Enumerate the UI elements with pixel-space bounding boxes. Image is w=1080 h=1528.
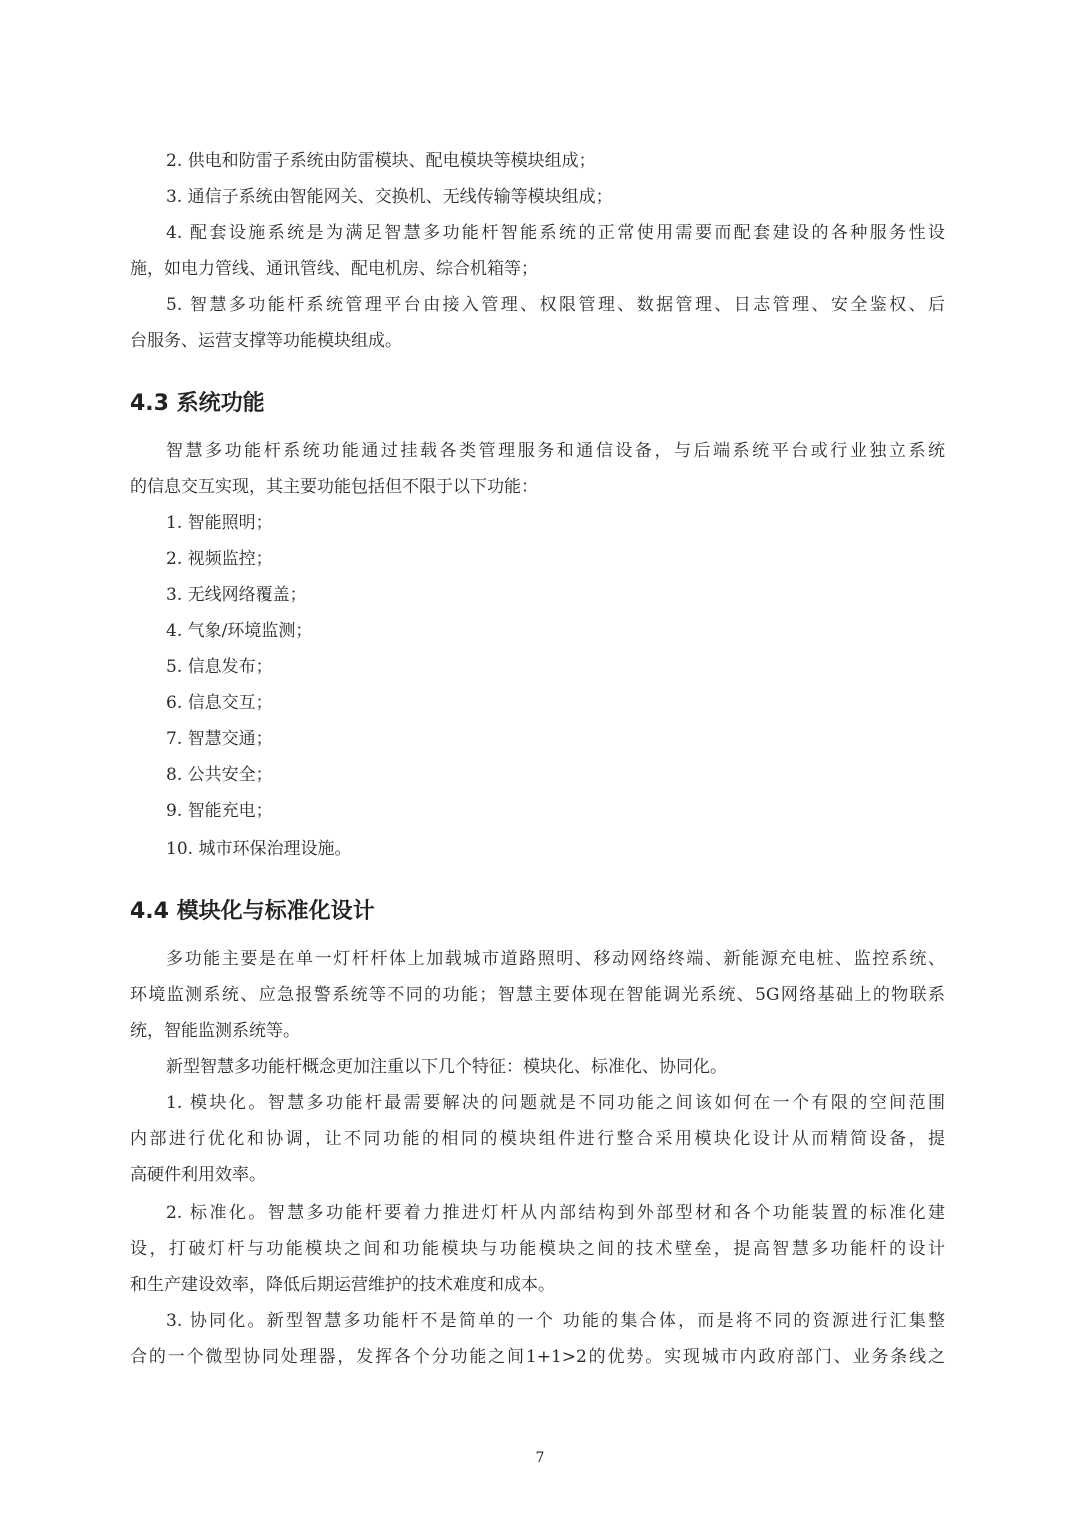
paragraph-line: 内部进行优化和协调，让不同功能的相同的模块组件进行整合采用模块化设计从而精简设备，提 [130, 1129, 945, 1149]
paragraph-line: 智慧多功能杆系统功能通过挂载各类管理服务和通信设备，与后端系统平台或行业独立系统 [166, 441, 945, 461]
paragraph-line: 设，打破灯杆与功能模块之间和功能模块与功能模块之间的技术壁垒，提高智慧多功能杆的设计 [130, 1239, 945, 1259]
section-heading: 4.4 模块化与标准化设计 [130, 899, 375, 924]
paragraph-line: 多功能主要是在单一灯杆杆体上加载城市道路照明、移动网络终端、新能源充电桩、监控系统、 [166, 949, 945, 969]
paragraph-line: 新型智慧多功能杆概念更加注重以下几个特征：模块化、标准化、协同化。 [166, 1057, 727, 1077]
list-item: 3. 通信子系统由智能网关、交换机、无线传输等模块组成； [166, 187, 613, 207]
function-item: 10. 城市环保治理设施。 [166, 839, 352, 859]
function-item: 5. 信息发布； [166, 657, 273, 677]
function-item: 2. 视频监控； [166, 549, 273, 569]
paragraph-line: 环境监测系统、应急报警系统等不同的功能；智慧主要体现在智能调光系统、5G网络基础上的物联系 [130, 985, 945, 1005]
function-item: 9. 智能充电； [166, 801, 273, 821]
paragraph-line: 2. 标准化。智慧多功能杆要着力推进灯杆从内部结构到外部型材和各个功能装置的标准化建 [166, 1203, 945, 1223]
paragraph-line: 高硬件利用效率。 [130, 1165, 266, 1185]
function-item: 3. 无线网络覆盖； [166, 585, 307, 605]
function-item: 7. 智慧交通； [166, 729, 273, 749]
function-item: 6. 信息交互； [166, 693, 273, 713]
list-item-cont: 施，如电力管线、通讯管线、配电机房、综合机箱等； [130, 259, 538, 279]
paragraph-line: 统，智能监测系统等。 [130, 1021, 300, 1041]
list-item-cont: 台服务、运营支撑等功能模块组成。 [130, 331, 402, 351]
function-item: 8. 公共安全； [166, 765, 273, 785]
paragraph-line: 合的一个微型协同处理器，发挥各个分功能之间1+1>2的优势。实现城市内政府部门、业务条线之 [130, 1347, 945, 1367]
list-item: 4. 配套设施系统是为满足智慧多功能杆智能系统的正常使用需要而配套建设的各种服务性设 [166, 223, 945, 243]
section-heading: 4.3 系统功能 [130, 391, 265, 416]
paragraph-line: 3. 协同化。新型智慧多功能杆不是简单的一个 功能的集合体，而是将不同的资源进行汇集整 [166, 1311, 945, 1331]
paragraph-line: 和生产建设效率，降低后期运营维护的技术难度和成本。 [130, 1275, 555, 1295]
page-number: 7 [535, 1450, 545, 1466]
list-item: 2. 供电和防雷子系统由防雷模块、配电模块等模块组成； [166, 151, 596, 171]
paragraph-line: 的信息交互实现，其主要功能包括但不限于以下功能： [130, 477, 538, 497]
paragraph-line: 1. 模块化。智慧多功能杆最需要解决的问题就是不同功能之间该如何在一个有限的空间范围 [166, 1093, 945, 1113]
list-item: 5. 智慧多功能杆系统管理平台由接入管理、权限管理、数据管理、日志管理、安全鉴权、后 [166, 295, 945, 315]
function-item: 1. 智能照明； [166, 513, 273, 533]
function-item: 4. 气象/环境监测； [166, 621, 313, 641]
